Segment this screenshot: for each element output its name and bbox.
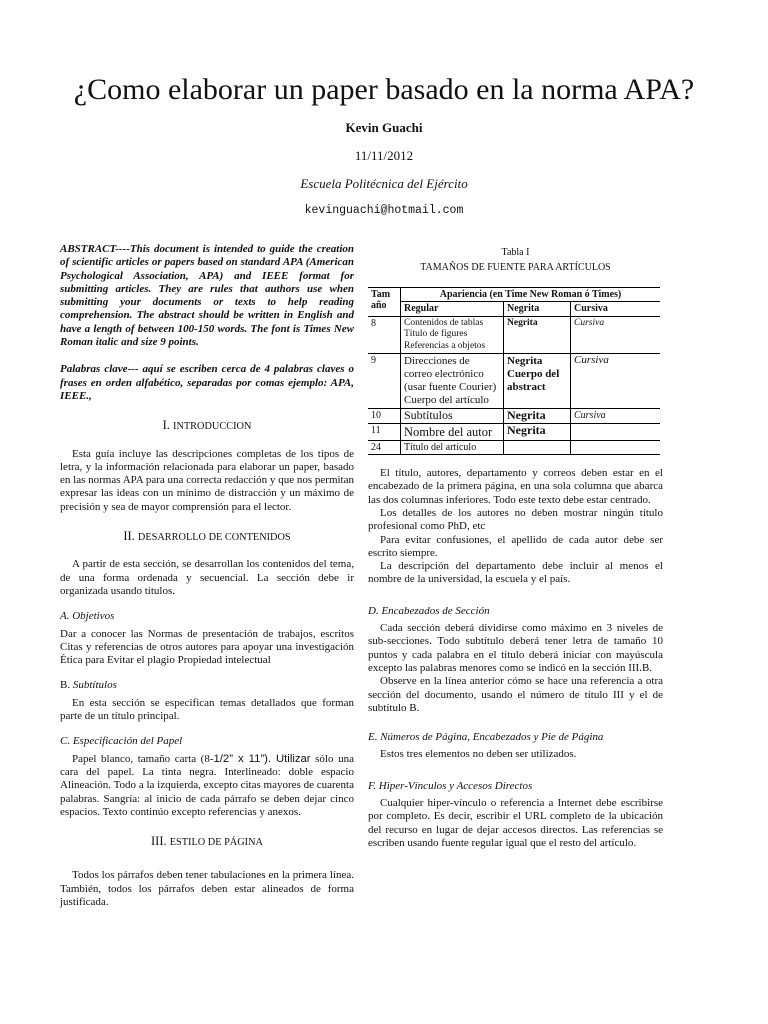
body-paragraph: El título, autores, departamento y correos deben estar en el encabezado de la primera página, en una sola columna que abarca las dos columnas inferiores. Todo este texto debe estar centrado. [368, 467, 663, 506]
subsection-heading-hipervinculos: F. Hiper-Vínculos y Accesos Directos [368, 779, 533, 792]
table-row [368, 354, 660, 409]
subsection-body: En esta sección se especifican temas detallados que forman parte de un título principal. [60, 696, 354, 723]
table-header-bold: Negrita [504, 302, 571, 317]
table-row [368, 440, 660, 455]
table-caption-title: TAMAÑOS DE FUENTE PARA ARTÍCULOS [420, 262, 611, 274]
table-header-italic: Cursiva [571, 302, 661, 317]
subsection-heading-papel: C. Especificación del Papel [60, 735, 183, 748]
paper-title: ¿Como elaborar un paper basado en la norma APA? [73, 73, 695, 106]
table-cell-size: 10 [368, 409, 401, 424]
subsection-body: Observe en la línea anterior cómo se hace una referencia a otra sección del documento, usando el número de título III y el de subtítulo B. [368, 675, 663, 714]
author-name: Kevin Guachi [345, 120, 423, 135]
subsection-body: Estos tres elementos no deben ser utilizados. [380, 748, 577, 761]
abstract: ABSTRACT----This document is intended to guide the creation of scientific articles or papers based on standard APA (American Psychological Association, APA) and IEEE format for submitting articles. They are rules that authors use when submitting your documents or texts to help reading comprehension. The abstract should be written in English and have a length of between 100-150 words. The font is Times New Roman italic and size 9 points. [60, 243, 354, 349]
table-cell-size: 9 [368, 354, 401, 409]
table-caption-number [368, 245, 663, 259]
section-number: I. [162, 418, 174, 433]
left-column [60, 243, 354, 909]
paper-spec-text-rest: sólo una cara del papel. La tinta negra. Interlineado: doble espacio Alineación. Todo a la izquierda, excepto citas mayores de cuarenta palabras. Sangría: al inicio de cada párrafo se deben dejar cinco espacios. Texto continúo excepto referencias y anexos. [60, 752, 354, 818]
table-cell-bold: Negrita [504, 316, 571, 354]
section-title: DESARROLLO DE CONTENIDOS [137, 532, 291, 544]
section-title: ESTILO DE PÁGINA [169, 837, 263, 849]
table-header-regular: Regular [401, 302, 504, 317]
subsection-body [60, 753, 354, 819]
section-body: Esta guía incluye las descripciones completas de los tipos de letra, y la información relacionada para elaborar un paper, basado en las normas APA para una correcta redacción y que nos permitan expresar las ideas con un mínimo de distracción y un máximo de precisión y sea de mayor comprensión para el lector. [60, 447, 354, 513]
table-row [368, 423, 660, 440]
table-header-group: Apariencia (en Time New Roman ó Times) [401, 287, 661, 302]
table-cell-regular: Contenidos de tablas Título de figures Referencias a objetos [401, 316, 504, 354]
table-cell-bold-empty [504, 440, 571, 455]
body-paragraph: Los detalles de los autores no deben mostrar ningún título profesional como PhD, etc [368, 506, 663, 533]
table-cell-italic: Cursiva [571, 354, 661, 409]
table-cell-italic: Cursiva [571, 316, 661, 354]
author-email: kevinguachi@hotmail.com [304, 204, 464, 217]
subsection-body: Cualquier hiper-vínculo o referencia a Internet debe escribirse por completo. Es decir, escribir el URL completo de la ubicación del recurso en lugar de dejar accesos directos. Las referencias se escriben usando fuente regular igual que el resto del artículo. [368, 797, 663, 849]
paper-date: 11/11/2012 [354, 148, 414, 163]
table-cell-bold: Negrita Cuerpo del abstract [504, 354, 571, 409]
table-cell-size: 24 [368, 440, 401, 455]
section-heading-introduccion [60, 419, 354, 433]
section-body: A partir de esta sección, se desarrollan los contenidos del tema, de una forma ordenada y secuencial. La sección debe ir organizada usando títulos. [60, 558, 354, 597]
subsection-heading-subtitulos [60, 679, 354, 692]
table-row [368, 409, 660, 424]
table-cell-italic-empty [571, 440, 661, 455]
table-cell-size: 11 [368, 423, 401, 440]
table-cell-bold: Negrita [504, 423, 571, 440]
section-heading-desarrollo [60, 530, 354, 544]
affiliation: Escuela Politécnica del Ejército [300, 176, 468, 191]
table-cell-regular: Subtítulos [401, 409, 504, 424]
table-cell-italic: Cursiva [571, 409, 661, 424]
table-cell-regular: Direcciones de correo electrónico (usar fuente Courier) Cuerpo del artículo [401, 354, 504, 409]
section-number: II. [123, 529, 138, 544]
paper-size-text: 1/2” x 11”). Utilizar [213, 752, 311, 765]
section-title: INTRODUCCION [173, 421, 252, 433]
subsection-body: Dar a conocer las Normas de presentación de trabajos, escritos Citas y referencias de otros autores para apoyar una investigación Ética para Evitar el plagio Propiedad intelectual [60, 627, 354, 667]
body-paragraph: Para evitar confusiones, el apellido de cada autor debe ser escrito siempre. [368, 533, 663, 559]
subsection-prefix: B. [60, 679, 73, 692]
subsection-heading-numeros: E. Números de Página, Encabezados y Pie de Página [368, 731, 604, 744]
section-body: Todos los párrafos deben tener tabulaciones en la primera línea. También, todos los párrafos deben estar alineados de forma justificada. [60, 869, 354, 908]
body-paragraph: La descripción del departamento debe incluir al menos el nombre de la universidad, la escuela y el país. [368, 560, 663, 586]
font-size-table [368, 287, 660, 456]
table-cell-italic-empty [571, 423, 661, 440]
table-header-size: Tam año [368, 287, 401, 316]
keywords: Palabras clave--- aquí se escriben cerca de 4 palabras claves o frases en orden alfabético, separadas por comas ejemplo: APA, IEEE., [60, 363, 354, 402]
table-cell-regular: Nombre del autor [401, 423, 504, 440]
table-label: Tabla I [501, 247, 530, 258]
table-cell-bold: Negrita [504, 409, 571, 424]
paper-spec-text: Papel blanco, tamaño carta (8- [72, 752, 214, 765]
subsection-heading-encabezados: D. Encabezados de Sección [368, 604, 490, 617]
right-column [368, 243, 663, 850]
table-row [368, 316, 660, 354]
table-header-subrow [368, 302, 660, 317]
subsection-body: Cada sección deberá dividirse como máximo en 3 niveles de sub-secciones. Todo subtítulo deberá tener letra de tamaño 10 puntos y cada palabra en el título deberá iniciar con mayúscula excepto las palabras menores como se indicó en la sección III.B. [368, 622, 663, 674]
section-heading-estilo [60, 835, 354, 849]
table-header-row [368, 287, 660, 302]
section-number: III. [151, 834, 170, 849]
table-cell-regular: Título del artículo [401, 440, 504, 455]
subsection-heading-objetivos: A. Objetivos [60, 610, 115, 623]
table-cell-size: 8 [368, 316, 401, 354]
subsection-title: Subtítulos [72, 679, 117, 692]
